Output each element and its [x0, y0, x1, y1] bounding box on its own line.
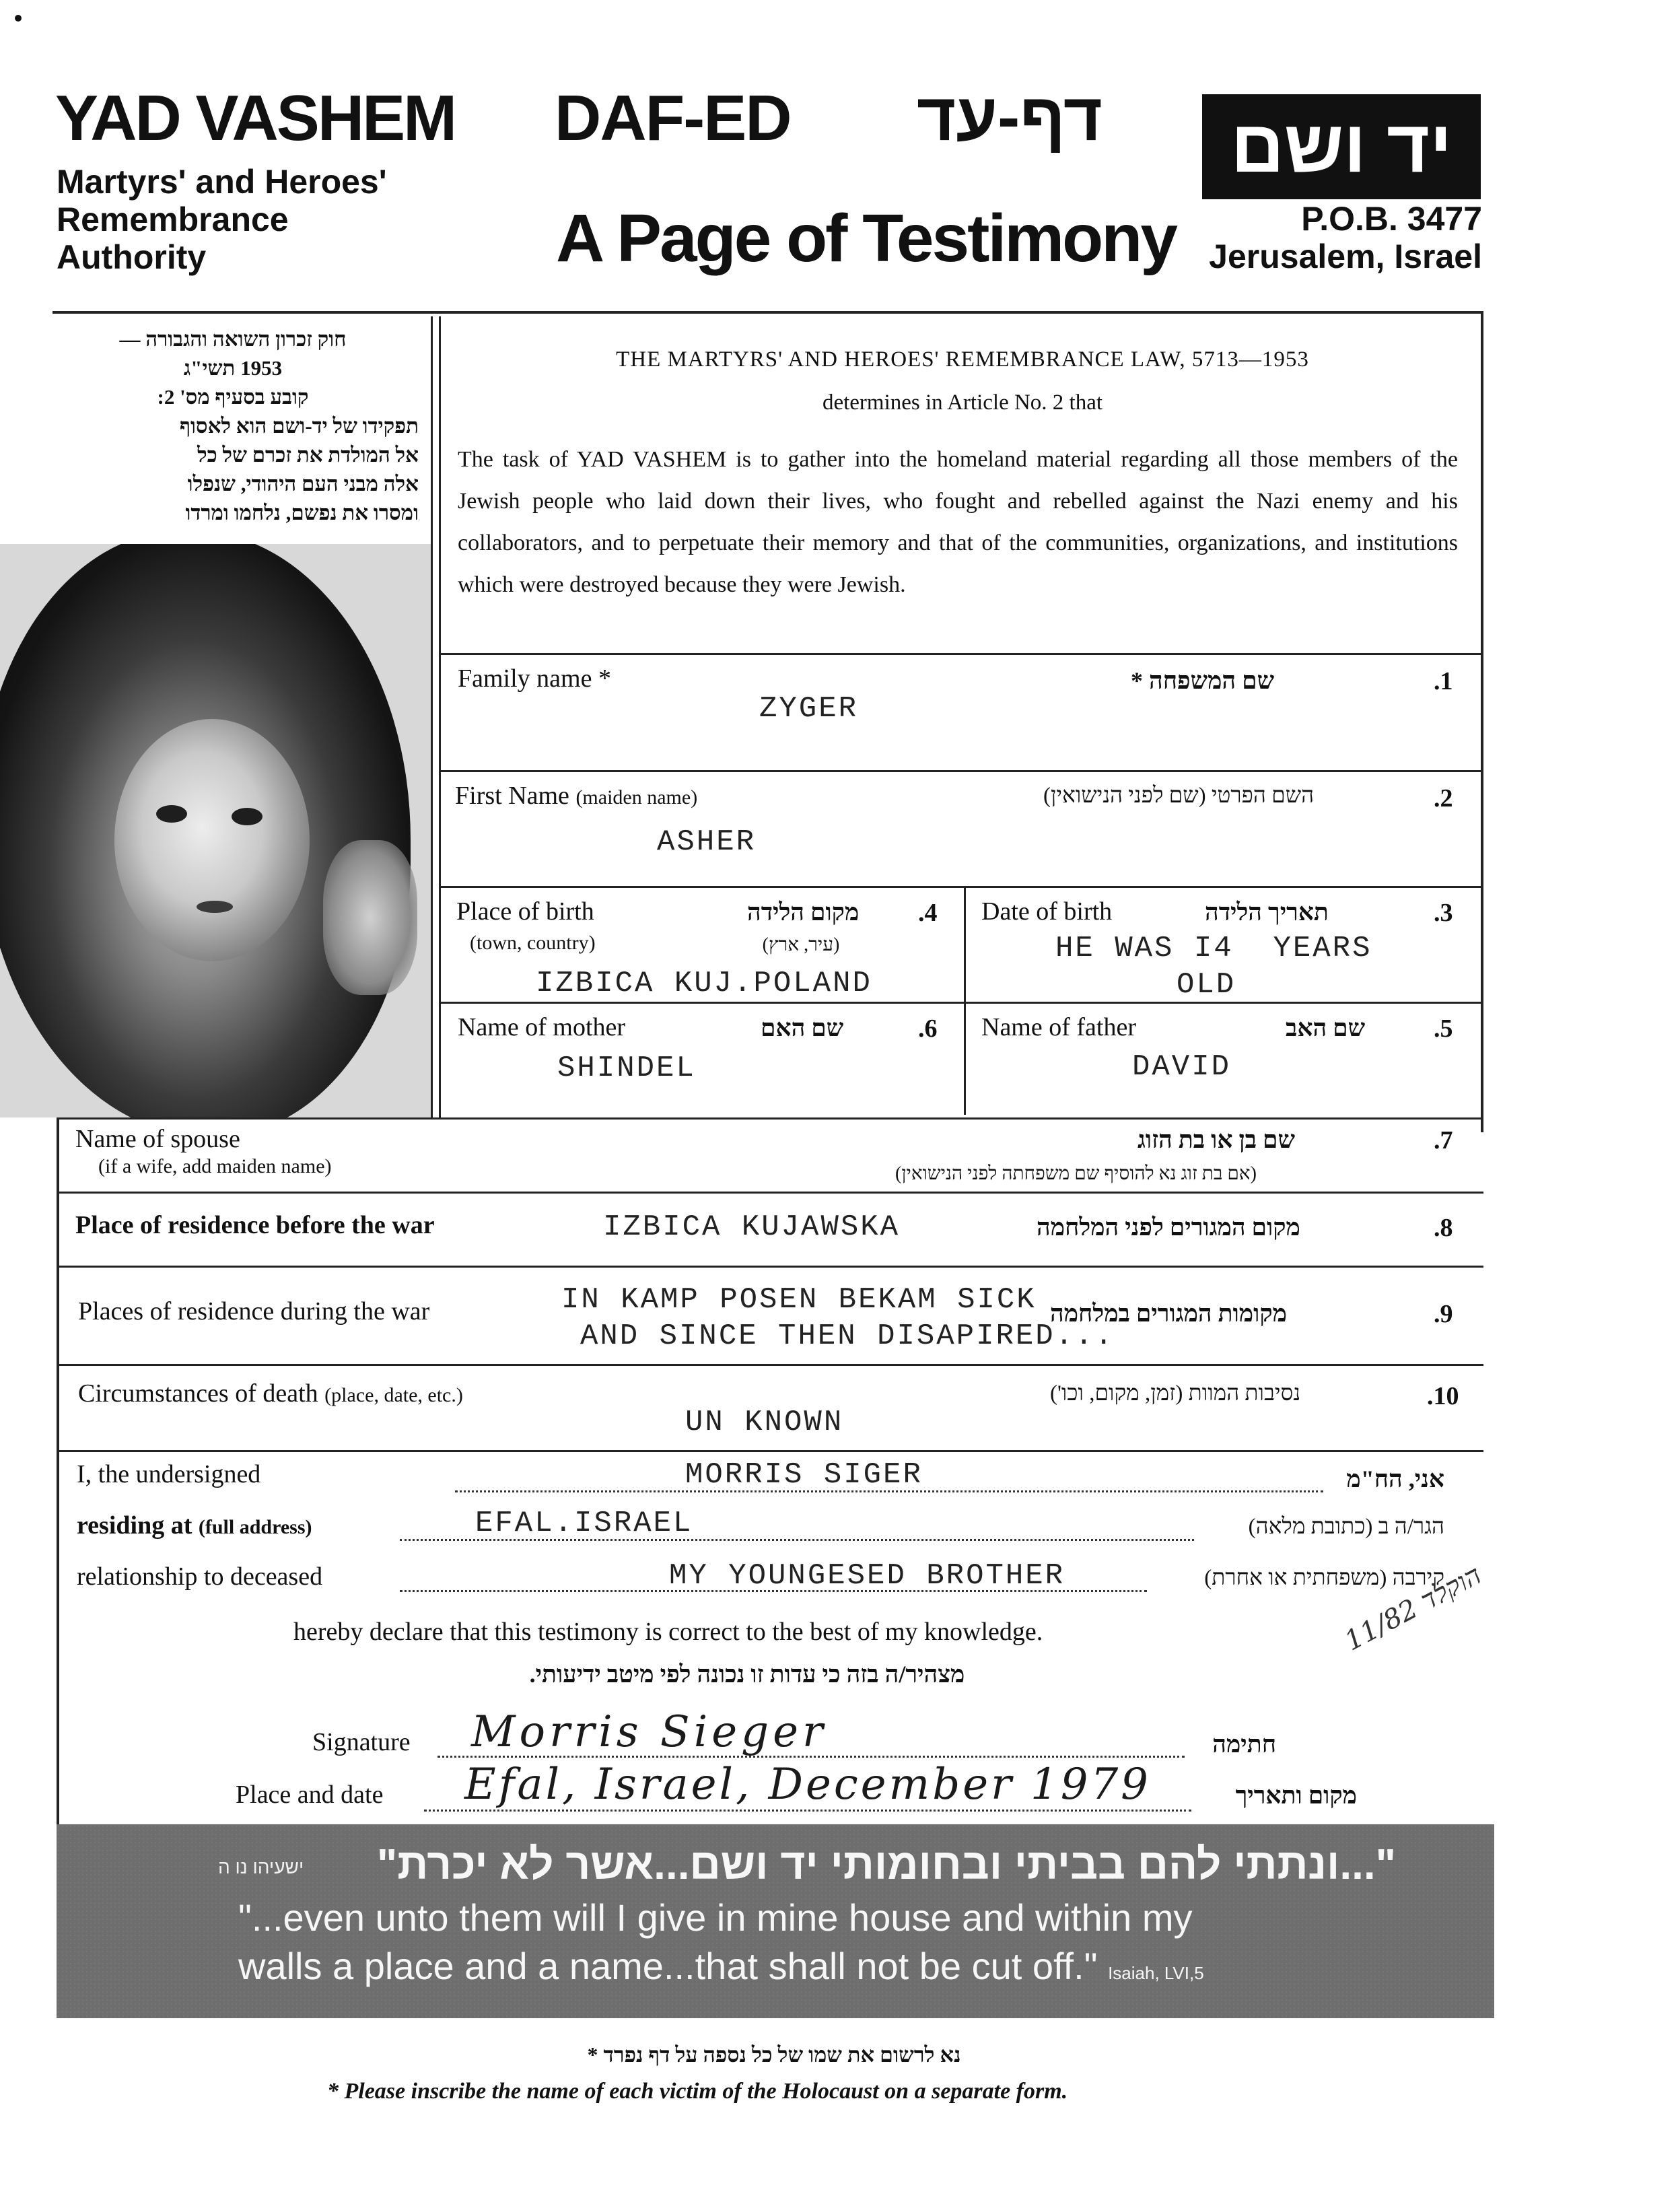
typed-margin-note: הוקלד 11/82: [1339, 1559, 1487, 1657]
signature-label: Signature: [312, 1728, 411, 1756]
photo-eye-right: [232, 808, 262, 825]
relationship-label: relationship to deceased: [77, 1562, 323, 1591]
undersigned-value: MORRIS SIGER: [685, 1458, 923, 1492]
field-3-4-divider: [964, 886, 966, 1115]
law-hebrew: חוק זכרון השואה והגבורה — 1953 תשי"ג קובע בסעיף מס' 2: תפקידו של יד-ושם הוא לאסוף אל המולדת את זכרם של כל אלה מבני העם היהודי, שנפלו ומסרו את נפשם, נלחמו ומרדו: [119, 327, 419, 524]
photo-mouth: [197, 901, 233, 913]
mother-hebrew: שם האם: [761, 1014, 844, 1041]
photo-column-right-line: [431, 316, 433, 1117]
spouse-hebrew-note: (אם בת זוג נא להוסיף שם משפחתה לפני הנישואין): [895, 1163, 1257, 1184]
first-name-label: First Name (maiden name): [455, 782, 698, 810]
spouse-label: Name of spouse: [75, 1125, 240, 1153]
footer-english: * Please inscribe the name of each victim of the Holocaust on a separate form.: [327, 2079, 1068, 2104]
field-8-number: .8: [1434, 1214, 1453, 1242]
field-7-number: .7: [1434, 1126, 1453, 1155]
spouse-hebrew: שם בן או בת הזוג: [1138, 1126, 1295, 1153]
law-title: THE MARTYRS' AND HEROES' REMEMBRANCE LAW, 5713—1953: [616, 347, 1309, 372]
photo-hand: [323, 840, 417, 995]
field-5-number: .5: [1434, 1014, 1453, 1043]
place-date-dotted-line: [424, 1810, 1191, 1812]
banner-english-line1: "...even unto them will I give in mine house and within my: [238, 1896, 1193, 1939]
frame-top-line: [53, 311, 1483, 314]
declaration-english: hereby declare that this testimony is correct to the best of my knowledge.: [293, 1618, 1043, 1646]
city: Jerusalem, Israel: [1209, 238, 1482, 275]
field-10-top-line: [57, 1364, 1483, 1366]
field-2-top-line: [441, 770, 1483, 772]
father-value: DAVID: [1132, 1050, 1232, 1084]
banner-hebrew-quote: "...ונתתי להם בביתי ובחומותי יד ושם...אשר לא יכרת": [376, 1840, 1396, 1888]
place-date-value: Efal, Israel, December 1979: [464, 1760, 1151, 1810]
place-date-hebrew: מקום ותאריך: [1235, 1782, 1357, 1809]
relationship-hebrew: קירבה (משפחתית או אחרת): [1204, 1566, 1444, 1590]
frame-right-line: [1481, 311, 1483, 1132]
yad-vashem-logo: יד ושם: [1202, 94, 1481, 199]
field-3-4-top-line: [441, 886, 1483, 888]
father-hebrew: שם האב: [1286, 1014, 1366, 1041]
declarant-top-line: [57, 1450, 1483, 1452]
field-10-number: .10: [1427, 1382, 1459, 1410]
family-name-hebrew: שם המשפחה *: [1131, 667, 1275, 694]
field-9-number: .9: [1434, 1300, 1453, 1328]
law-body: The task of YAD VASHEM is to gather into the homeland material regarding all those members of the Jewish people who laid down their lives, who fought and rebelled against the Nazi enemy and his collaborators, and to perpetuate their memory and that of the communities, organizations, and institutions which were destroyed because they were Jewish.: [458, 447, 1458, 597]
signature-value: Morris Sieger: [471, 1707, 827, 1757]
spouse-note: (if a wife, add maiden name): [98, 1155, 332, 1177]
residence-during-hebrew: מקומות המגורים במלחמה: [1050, 1300, 1287, 1327]
residence-during-value-line2: AND SINCE THEN DISAPIRED...: [580, 1319, 1115, 1353]
photo-face: [114, 719, 310, 961]
photo-eye-left: [156, 805, 187, 823]
form-code-hebrew: דף-עד: [916, 79, 1103, 155]
residence-before-hebrew: מקום המגורים לפני המלחמה: [1037, 1214, 1300, 1241]
victim-photo: [0, 544, 431, 1117]
scan-mark: [15, 15, 22, 22]
footer-hebrew: נא לרשום את שמו של כל נספה על דף נפרד *: [587, 2042, 961, 2067]
place-of-birth-hebrew-note: (עיר, ארץ): [762, 934, 840, 955]
declaration-hebrew: מצהיר/ה בזה כי עדות זו נכונה לפי מיטב ידיעותי.: [529, 1661, 965, 1688]
place-of-birth-note: (town, country): [470, 932, 596, 954]
place-date-label: Place and date: [236, 1781, 384, 1809]
form-title: A Page of Testimony: [556, 201, 1176, 276]
banner-hebrew-ref: ישעיהו נו ה: [218, 1857, 304, 1878]
signature-hebrew: חתימה: [1212, 1731, 1276, 1758]
family-name-value: ZYGER: [759, 692, 859, 726]
field-4-number: .4: [918, 899, 938, 927]
field-2-number: .2: [1434, 784, 1453, 813]
banner-english-line2: walls a place and a name...that shall not be cut off." Isaiah, LVI,5: [238, 1945, 1204, 1987]
residence-before-label: Place of residence before the war: [75, 1211, 435, 1239]
law-box-left-line: [439, 316, 441, 1117]
mother-value: SHINDEL: [557, 1052, 696, 1085]
field-1-top-line: [441, 653, 1483, 655]
first-name-hebrew: השם הפרטי (שם לפני הנישואין): [1043, 784, 1315, 808]
place-of-birth-label: Place of birth: [456, 897, 594, 926]
org-title: YAD VASHEM: [55, 82, 456, 154]
field-9-top-line: [57, 1266, 1483, 1268]
mother-label: Name of mother: [458, 1013, 626, 1041]
date-of-birth-label: Date of birth: [981, 897, 1113, 926]
quote-banner: [57, 1824, 1494, 2018]
father-label: Name of father: [981, 1013, 1136, 1041]
date-of-birth-value-line1: HE WAS I4 YEARS: [1055, 932, 1372, 965]
date-of-birth-value-line2: OLD: [1177, 968, 1236, 1002]
residence-during-value-line1: IN KAMP POSEN BEKAM SICK: [561, 1283, 1037, 1317]
death-label: Circumstances of death (place, date, etc.): [78, 1379, 463, 1408]
po-box: P.O.B. 3477: [1301, 200, 1482, 238]
date-of-birth-hebrew: תאריך הלידה: [1205, 899, 1329, 926]
residing-value: EFAL.ISRAEL: [475, 1507, 693, 1540]
field-1-number: .1: [1434, 667, 1453, 695]
family-name-label: Family name *: [458, 664, 611, 693]
death-hebrew: נסיבות המוות (זמן, מקום, וכו'): [1050, 1381, 1301, 1406]
residing-label: residing at (full address): [77, 1511, 312, 1540]
org-subtitle: Martyrs' and Heroes' Remembrance Authority: [57, 163, 387, 276]
field-3-number: .3: [1434, 899, 1453, 927]
undersigned-label: I, the undersigned: [77, 1460, 261, 1488]
residence-during-label: Places of residence during the war: [78, 1297, 430, 1325]
form-code: DAF-ED: [555, 82, 791, 154]
field-5-6-top-line: [441, 1002, 1483, 1004]
undersigned-hebrew: אני, הח"מ: [1346, 1466, 1444, 1492]
field-8-top-line: [57, 1192, 1483, 1194]
field-7-top-line: [57, 1117, 1483, 1120]
law-subtitle: determines in Article No. 2 that: [822, 390, 1103, 415]
field-6-number: .6: [918, 1014, 938, 1043]
residence-before-value: IZBICA KUJAWSKA: [603, 1210, 901, 1244]
frame-left-line: [57, 1117, 59, 1824]
place-of-birth-value: IZBICA KUJ.POLAND: [536, 967, 872, 1000]
relationship-value: MY YOUNGESED BROTHER: [669, 1559, 1065, 1593]
death-value: UN KNOWN: [685, 1406, 844, 1439]
residing-hebrew: הגר/ה ב (כתובת מלאה): [1248, 1515, 1444, 1539]
first-name-value: ASHER: [657, 825, 757, 859]
banner-english-ref: Isaiah, LVI,5: [1108, 1963, 1204, 1983]
place-of-birth-hebrew: מקום הלידה: [747, 899, 860, 926]
